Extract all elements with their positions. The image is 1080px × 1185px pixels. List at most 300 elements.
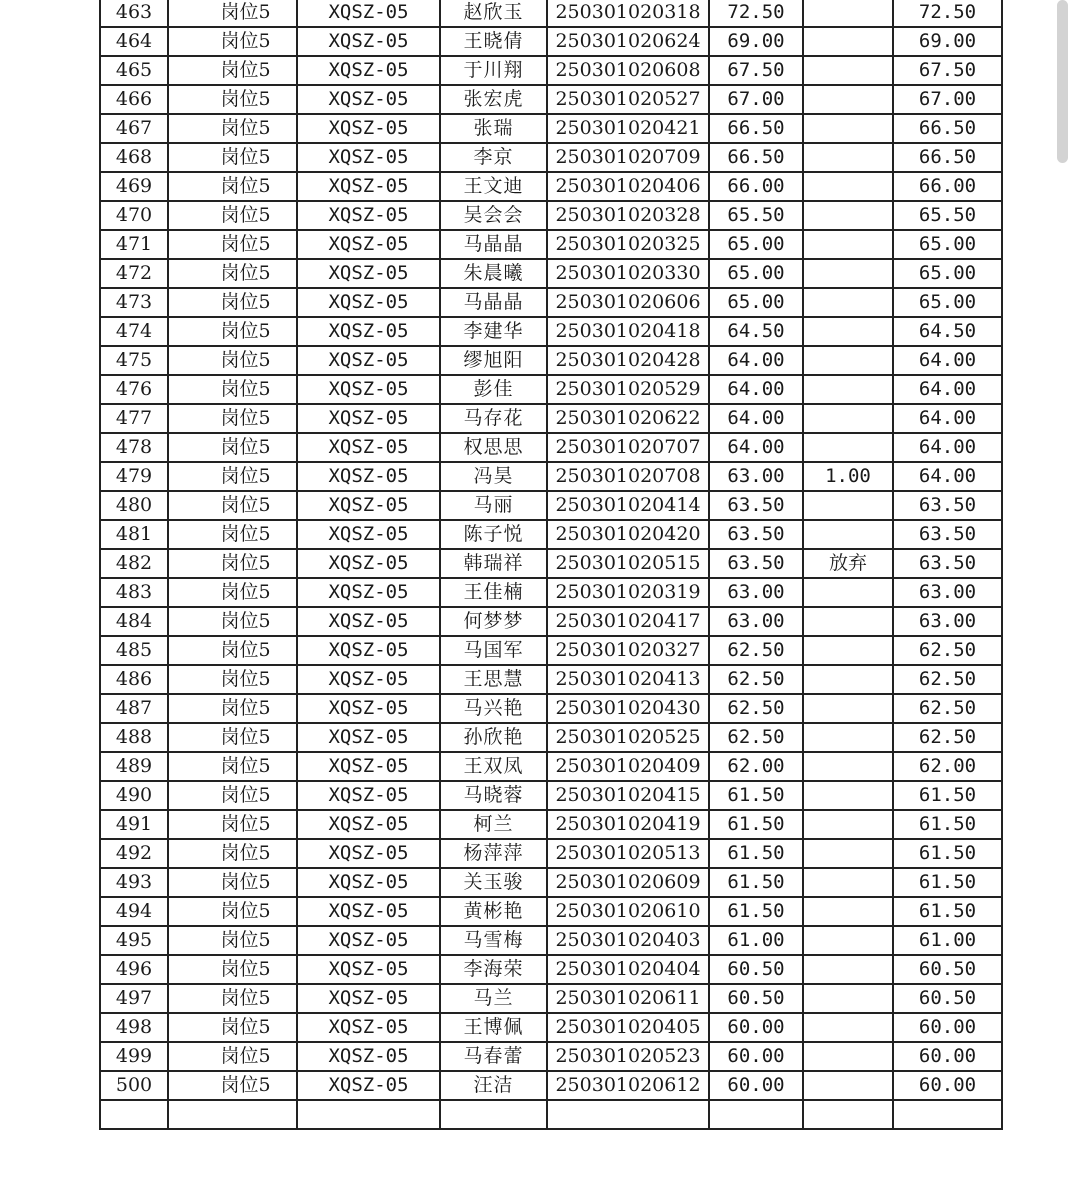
candidate-name-cell: 马晓蓉 (440, 781, 547, 810)
post-name-cell: 岗位5 (168, 781, 297, 810)
post-name-cell: 岗位5 (168, 723, 297, 752)
row-number-cell: 489 (100, 752, 168, 781)
row-number-cell: 490 (100, 781, 168, 810)
total-score-cell: 66.50 (893, 114, 1002, 143)
bonus-points-cell (803, 433, 893, 462)
post-code-cell: XQSZ-05 (297, 694, 440, 723)
row-number-cell: 475 (100, 346, 168, 375)
ticket-number-cell: 250301020527 (547, 85, 709, 114)
ticket-number-cell: 250301020418 (547, 317, 709, 346)
bonus-points-cell (803, 636, 893, 665)
written-score-cell: 63.50 (709, 491, 803, 520)
written-score-cell: 69.00 (709, 27, 803, 56)
table-row (100, 549, 1002, 578)
post-code-cell: XQSZ-05 (297, 578, 440, 607)
total-score-cell: 64.00 (893, 375, 1002, 404)
row-number-cell: 493 (100, 868, 168, 897)
bonus-points-cell (803, 288, 893, 317)
post-name-cell: 岗位5 (168, 375, 297, 404)
post-name-cell: 岗位5 (168, 288, 297, 317)
table-row (100, 636, 1002, 665)
ticket-number-cell: 250301020318 (547, 0, 709, 27)
row-number-cell: 469 (100, 172, 168, 201)
post-code-cell: XQSZ-05 (297, 868, 440, 897)
written-score-cell: 61.00 (709, 926, 803, 955)
total-score-cell: 60.00 (893, 1071, 1002, 1100)
post-name-cell: 岗位5 (168, 694, 297, 723)
total-score-cell: 60.50 (893, 984, 1002, 1013)
post-code-cell: XQSZ-05 (297, 27, 440, 56)
bonus-points-cell (803, 984, 893, 1013)
written-score-cell: 64.00 (709, 375, 803, 404)
written-score-cell: 61.50 (709, 810, 803, 839)
ticket-number-cell: 250301020325 (547, 230, 709, 259)
total-score-cell: 65.00 (893, 288, 1002, 317)
written-score-cell: 65.00 (709, 288, 803, 317)
post-name-cell: 岗位5 (168, 143, 297, 172)
ticket-number-cell: 250301020610 (547, 897, 709, 926)
row-number-cell: 470 (100, 201, 168, 230)
total-score-cell: 65.00 (893, 230, 1002, 259)
row-number-cell: 479 (100, 462, 168, 491)
post-name-cell: 岗位5 (168, 491, 297, 520)
bonus-points-cell (803, 404, 893, 433)
table-row (100, 0, 1002, 27)
candidate-name-cell: 杨萍萍 (440, 839, 547, 868)
candidate-name-cell: 彭佳 (440, 375, 547, 404)
post-code-cell (297, 1100, 440, 1129)
table-row (100, 578, 1002, 607)
candidate-name-cell: 王思慧 (440, 665, 547, 694)
ticket-number-cell: 250301020415 (547, 781, 709, 810)
bonus-points-cell (803, 143, 893, 172)
bonus-points-cell (803, 85, 893, 114)
bonus-points-cell (803, 1042, 893, 1071)
candidate-name-cell: 陈子悦 (440, 520, 547, 549)
post-code-cell: XQSZ-05 (297, 404, 440, 433)
table-row (100, 810, 1002, 839)
total-score-cell: 62.50 (893, 694, 1002, 723)
post-name-cell: 岗位5 (168, 984, 297, 1013)
post-code-cell: XQSZ-05 (297, 810, 440, 839)
total-score-cell: 64.00 (893, 404, 1002, 433)
bonus-points-cell (803, 955, 893, 984)
written-score-cell: 61.50 (709, 868, 803, 897)
written-score-cell: 62.50 (709, 636, 803, 665)
total-score-cell: 63.00 (893, 607, 1002, 636)
post-name-cell: 岗位5 (168, 462, 297, 491)
total-score-cell: 61.50 (893, 897, 1002, 926)
table-row (100, 114, 1002, 143)
ticket-number-cell: 250301020319 (547, 578, 709, 607)
row-number-cell: 463 (100, 0, 168, 27)
post-name-cell: 岗位5 (168, 955, 297, 984)
post-code-cell: XQSZ-05 (297, 317, 440, 346)
candidate-name-cell: 马兰 (440, 984, 547, 1013)
bonus-points-cell (803, 839, 893, 868)
table-row (100, 317, 1002, 346)
total-score-cell: 60.50 (893, 955, 1002, 984)
table-row (100, 1042, 1002, 1071)
post-name-cell: 岗位5 (168, 752, 297, 781)
bonus-points-cell (803, 723, 893, 752)
post-code-cell: XQSZ-05 (297, 1042, 440, 1071)
candidate-name-cell: 何梦梦 (440, 607, 547, 636)
row-number-cell: 477 (100, 404, 168, 433)
post-code-cell: XQSZ-05 (297, 636, 440, 665)
written-score-cell: 64.00 (709, 346, 803, 375)
table-row (100, 491, 1002, 520)
score-document (99, 0, 1003, 1130)
post-name-cell: 岗位5 (168, 897, 297, 926)
table-row (100, 752, 1002, 781)
bonus-points-cell (803, 346, 893, 375)
candidate-name-cell: 韩瑞祥 (440, 549, 547, 578)
candidate-name-cell: 张宏虎 (440, 85, 547, 114)
post-name-cell: 岗位5 (168, 27, 297, 56)
total-score-cell: 62.50 (893, 665, 1002, 694)
total-score-cell: 64.00 (893, 433, 1002, 462)
ticket-number-cell: 250301020611 (547, 984, 709, 1013)
table-row (100, 694, 1002, 723)
ticket-number-cell: 250301020328 (547, 201, 709, 230)
ticket-number-cell: 250301020330 (547, 259, 709, 288)
ticket-number-cell: 250301020414 (547, 491, 709, 520)
written-score-cell: 62.50 (709, 665, 803, 694)
post-name-cell: 岗位5 (168, 665, 297, 694)
written-score-cell: 65.50 (709, 201, 803, 230)
written-score-cell: 64.00 (709, 404, 803, 433)
total-score-cell: 61.50 (893, 868, 1002, 897)
candidate-name-cell: 黄彬艳 (440, 897, 547, 926)
total-score-cell: 67.50 (893, 56, 1002, 85)
post-name-cell: 岗位5 (168, 578, 297, 607)
post-code-cell: XQSZ-05 (297, 56, 440, 85)
table-row (100, 607, 1002, 636)
post-code-cell: XQSZ-05 (297, 259, 440, 288)
candidate-name-cell: 王佳楠 (440, 578, 547, 607)
candidate-name-cell: 王博佩 (440, 1013, 547, 1042)
candidate-name-cell: 权思思 (440, 433, 547, 462)
row-number-cell: 464 (100, 27, 168, 56)
row-number-cell: 478 (100, 433, 168, 462)
post-name-cell: 岗位5 (168, 549, 297, 578)
ticket-number-cell: 250301020622 (547, 404, 709, 433)
post-code-cell: XQSZ-05 (297, 375, 440, 404)
total-score-cell: 61.50 (893, 839, 1002, 868)
post-name-cell: 岗位5 (168, 56, 297, 85)
written-score-cell: 64.00 (709, 433, 803, 462)
written-score-cell: 72.50 (709, 0, 803, 27)
ticket-number-cell: 250301020420 (547, 520, 709, 549)
total-score-cell: 62.00 (893, 752, 1002, 781)
total-score-cell: 69.00 (893, 27, 1002, 56)
ticket-number-cell: 250301020405 (547, 1013, 709, 1042)
table-row (100, 27, 1002, 56)
row-number-cell: 495 (100, 926, 168, 955)
row-number-cell: 465 (100, 56, 168, 85)
bonus-points-cell (803, 56, 893, 85)
table-row (100, 781, 1002, 810)
ticket-number-cell: 250301020430 (547, 694, 709, 723)
written-score-cell: 65.00 (709, 230, 803, 259)
post-name-cell: 岗位5 (168, 868, 297, 897)
written-score-cell: 60.00 (709, 1042, 803, 1071)
post-code-cell: XQSZ-05 (297, 984, 440, 1013)
ticket-number-cell: 250301020409 (547, 752, 709, 781)
total-score-cell: 61.50 (893, 810, 1002, 839)
bonus-points-cell (803, 375, 893, 404)
candidate-name-cell: 王文迪 (440, 172, 547, 201)
bonus-points-cell: 放弃 (803, 549, 893, 578)
total-score-cell: 63.00 (893, 578, 1002, 607)
ticket-number-cell: 250301020513 (547, 839, 709, 868)
written-score-cell: 63.50 (709, 520, 803, 549)
ticket-number-cell: 250301020515 (547, 549, 709, 578)
candidate-name-cell: 吴会会 (440, 201, 547, 230)
written-score-cell: 60.00 (709, 1071, 803, 1100)
ticket-number-cell: 250301020707 (547, 433, 709, 462)
row-number-cell (100, 1100, 168, 1129)
table-row (100, 462, 1002, 491)
written-score-cell: 66.50 (709, 143, 803, 172)
candidate-name-cell: 李海荣 (440, 955, 547, 984)
post-code-cell: XQSZ-05 (297, 346, 440, 375)
written-score-cell: 60.50 (709, 955, 803, 984)
bonus-points-cell (803, 491, 893, 520)
candidate-name-cell (440, 1100, 547, 1129)
row-number-cell: 471 (100, 230, 168, 259)
bonus-points-cell (803, 0, 893, 27)
written-score-cell: 62.00 (709, 752, 803, 781)
candidate-name-cell: 赵欣玉 (440, 0, 547, 27)
bonus-points-cell (803, 926, 893, 955)
post-name-cell: 岗位5 (168, 346, 297, 375)
table-row (100, 984, 1002, 1013)
total-score-cell: 66.50 (893, 143, 1002, 172)
total-score-cell: 62.50 (893, 636, 1002, 665)
written-score-cell: 65.00 (709, 259, 803, 288)
table-row (100, 259, 1002, 288)
post-code-cell: XQSZ-05 (297, 897, 440, 926)
written-score-cell: 62.50 (709, 723, 803, 752)
candidate-name-cell: 李建华 (440, 317, 547, 346)
bonus-points-cell (803, 665, 893, 694)
bonus-points-cell (803, 810, 893, 839)
ticket-number-cell: 250301020406 (547, 172, 709, 201)
total-score-cell: 61.50 (893, 781, 1002, 810)
post-name-cell: 岗位5 (168, 1042, 297, 1071)
post-code-cell: XQSZ-05 (297, 839, 440, 868)
total-score-cell: 60.00 (893, 1042, 1002, 1071)
candidate-name-cell: 马春蕾 (440, 1042, 547, 1071)
candidate-name-cell: 关玉骏 (440, 868, 547, 897)
candidate-name-cell: 马雪梅 (440, 926, 547, 955)
post-code-cell: XQSZ-05 (297, 549, 440, 578)
candidate-name-cell: 马晶晶 (440, 288, 547, 317)
bonus-points-cell (803, 868, 893, 897)
post-name-cell: 岗位5 (168, 230, 297, 259)
post-code-cell: XQSZ-05 (297, 665, 440, 694)
written-score-cell: 66.00 (709, 172, 803, 201)
candidate-name-cell: 汪洁 (440, 1071, 547, 1100)
row-number-cell: 473 (100, 288, 168, 317)
post-code-cell: XQSZ-05 (297, 1013, 440, 1042)
post-name-cell: 岗位5 (168, 520, 297, 549)
table-row (100, 143, 1002, 172)
written-score-cell: 63.00 (709, 578, 803, 607)
ticket-number-cell: 250301020404 (547, 955, 709, 984)
table-row (100, 868, 1002, 897)
table-row (100, 723, 1002, 752)
bonus-points-cell (803, 172, 893, 201)
row-number-cell: 487 (100, 694, 168, 723)
bonus-points-cell (803, 897, 893, 926)
table-row (100, 520, 1002, 549)
candidate-name-cell: 于川翔 (440, 56, 547, 85)
ticket-number-cell: 250301020417 (547, 607, 709, 636)
post-name-cell: 岗位5 (168, 1013, 297, 1042)
post-code-cell: XQSZ-05 (297, 230, 440, 259)
post-code-cell: XQSZ-05 (297, 723, 440, 752)
table-row (100, 201, 1002, 230)
post-code-cell: XQSZ-05 (297, 0, 440, 27)
bonus-points-cell (803, 520, 893, 549)
table-row (100, 346, 1002, 375)
total-score-cell: 62.50 (893, 723, 1002, 752)
table-row (100, 1071, 1002, 1100)
ticket-number-cell (547, 1100, 709, 1129)
candidate-name-cell: 冯昊 (440, 462, 547, 491)
written-score-cell: 60.00 (709, 1013, 803, 1042)
ticket-number-cell: 250301020606 (547, 288, 709, 317)
row-number-cell: 482 (100, 549, 168, 578)
post-name-cell (168, 1100, 297, 1129)
bonus-points-cell: 1.00 (803, 462, 893, 491)
row-number-cell: 467 (100, 114, 168, 143)
total-score-cell: 63.50 (893, 520, 1002, 549)
ticket-number-cell: 250301020419 (547, 810, 709, 839)
table-row (100, 404, 1002, 433)
post-code-cell: XQSZ-05 (297, 781, 440, 810)
ticket-number-cell: 250301020428 (547, 346, 709, 375)
ticket-number-cell: 250301020608 (547, 56, 709, 85)
row-number-cell: 494 (100, 897, 168, 926)
written-score-cell (709, 1100, 803, 1129)
post-code-cell: XQSZ-05 (297, 462, 440, 491)
post-name-cell: 岗位5 (168, 433, 297, 462)
post-code-cell: XQSZ-05 (297, 172, 440, 201)
ticket-number-cell: 250301020624 (547, 27, 709, 56)
bonus-points-cell (803, 1071, 893, 1100)
bonus-points-cell (803, 1100, 893, 1129)
post-code-cell: XQSZ-05 (297, 520, 440, 549)
row-number-cell: 468 (100, 143, 168, 172)
bonus-points-cell (803, 27, 893, 56)
written-score-cell: 66.50 (709, 114, 803, 143)
post-name-cell: 岗位5 (168, 85, 297, 114)
table-row (100, 56, 1002, 85)
candidate-name-cell: 柯兰 (440, 810, 547, 839)
bonus-points-cell (803, 694, 893, 723)
written-score-cell: 61.50 (709, 781, 803, 810)
total-score-cell: 65.50 (893, 201, 1002, 230)
post-code-cell: XQSZ-05 (297, 85, 440, 114)
written-score-cell: 63.00 (709, 462, 803, 491)
bonus-points-cell (803, 259, 893, 288)
post-code-cell: XQSZ-05 (297, 926, 440, 955)
bonus-points-cell (803, 1013, 893, 1042)
post-code-cell: XQSZ-05 (297, 607, 440, 636)
ticket-number-cell: 250301020525 (547, 723, 709, 752)
written-score-cell: 62.50 (709, 694, 803, 723)
row-number-cell: 486 (100, 665, 168, 694)
row-number-cell: 472 (100, 259, 168, 288)
bonus-points-cell (803, 607, 893, 636)
total-score-cell (893, 1100, 1002, 1129)
ticket-number-cell: 250301020413 (547, 665, 709, 694)
written-score-cell: 60.50 (709, 984, 803, 1013)
total-score-cell: 64.50 (893, 317, 1002, 346)
total-score-cell: 64.00 (893, 346, 1002, 375)
ticket-number-cell: 250301020403 (547, 926, 709, 955)
post-name-cell: 岗位5 (168, 114, 297, 143)
total-score-cell: 63.50 (893, 491, 1002, 520)
table-row (100, 1100, 1002, 1129)
total-score-cell: 63.50 (893, 549, 1002, 578)
candidate-name-cell: 马国军 (440, 636, 547, 665)
bonus-points-cell (803, 230, 893, 259)
post-name-cell: 岗位5 (168, 259, 297, 288)
post-name-cell: 岗位5 (168, 607, 297, 636)
total-score-cell: 64.00 (893, 462, 1002, 491)
post-code-cell: XQSZ-05 (297, 143, 440, 172)
post-name-cell: 岗位5 (168, 1071, 297, 1100)
bonus-points-cell (803, 317, 893, 346)
table-row (100, 230, 1002, 259)
table-row (100, 85, 1002, 114)
post-name-cell: 岗位5 (168, 0, 297, 27)
table-row (100, 665, 1002, 694)
row-number-cell: 500 (100, 1071, 168, 1100)
score-table-body (100, 0, 1002, 1129)
bonus-points-cell (803, 114, 893, 143)
candidate-name-cell: 张瑞 (440, 114, 547, 143)
total-score-cell: 65.00 (893, 259, 1002, 288)
post-code-cell: XQSZ-05 (297, 114, 440, 143)
candidate-name-cell: 马兴艳 (440, 694, 547, 723)
row-number-cell: 484 (100, 607, 168, 636)
bonus-points-cell (803, 752, 893, 781)
table-row (100, 897, 1002, 926)
candidate-name-cell: 缪旭阳 (440, 346, 547, 375)
post-code-cell: XQSZ-05 (297, 433, 440, 462)
bonus-points-cell (803, 201, 893, 230)
table-row (100, 955, 1002, 984)
written-score-cell: 67.50 (709, 56, 803, 85)
row-number-cell: 498 (100, 1013, 168, 1042)
row-number-cell: 480 (100, 491, 168, 520)
vertical-scrollbar[interactable] (1057, 0, 1068, 163)
post-name-cell: 岗位5 (168, 810, 297, 839)
table-row (100, 926, 1002, 955)
post-code-cell: XQSZ-05 (297, 752, 440, 781)
candidate-name-cell: 马存花 (440, 404, 547, 433)
total-score-cell: 61.00 (893, 926, 1002, 955)
table-row (100, 839, 1002, 868)
written-score-cell: 63.00 (709, 607, 803, 636)
candidate-name-cell: 王双凤 (440, 752, 547, 781)
